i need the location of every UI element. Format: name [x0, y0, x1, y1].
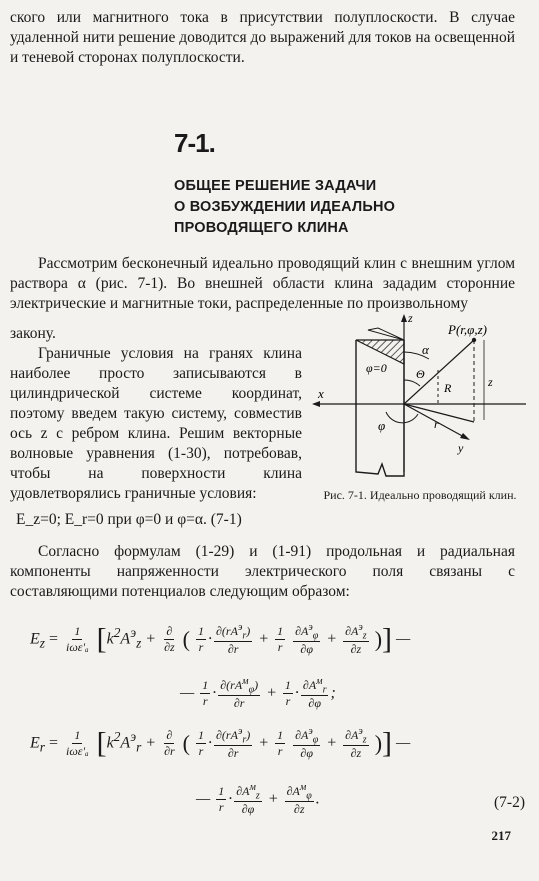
- y-axis-label: y: [458, 441, 464, 455]
- formula-ez-line1: $E_z$ = $\frac{1}{\text{iωε'ₐ}}$ [$k^2A^э_z$ + $\frac{\partial}{\partial z}$ ( $\frac{1}{r}$ · $\frac{\partial(rA^э_r)}{\partial r}$ + $\frac{1}{r}$ $\frac{\partial A^э_\varphi}{\partial\varphi}$ + $\frac{\partial A^э_z}{\partial z}$ )] —: [30, 622, 411, 657]
- paragraph-3: Согласно формулам (1-29) и (1-91) продольная и радиальная компоненты напряженности электрического поля связаны с составляющими потенциалов следующим образом:: [10, 543, 515, 600]
- phi-label: φ: [378, 418, 386, 433]
- equation-number: (7-2): [494, 794, 525, 811]
- z-axis-label: z: [408, 312, 413, 325]
- section-number: 7-1.: [174, 128, 215, 158]
- point-label: P(r,φ,z): [448, 322, 487, 337]
- alpha-label: α: [422, 342, 429, 357]
- phi-zero-label: φ=0: [366, 361, 387, 375]
- r-label: r: [434, 417, 439, 431]
- theta-label: Θ: [416, 367, 425, 381]
- figure-caption: Рис. 7-1. Идеально проводящий клин.: [323, 488, 517, 502]
- paragraph-2: Граничные условия на гранях клина наиболее просто записываются в цилиндрической системе координат, поэтому введем такую систему, совместив ось z с ребром клина. Решим векторные волновые уравнения (1-30), потребовав, чтобы на поверхности клина удовлетворялись граничные условия:: [10, 345, 302, 502]
- paragraph-1: Рассмотрим бесконечный идеально проводящий клин с внешним углом раствора α (рис. 7-1). Во внешней области клина зададим сторонние электрические и магнитные токи, распределенные по произвольному: [10, 255, 515, 312]
- formula-er-line1: $E_r$ = $\frac{1}{\text{iωε'ₐ}}$ [$k^2A^э_r$ + $\frac{\partial}{\partial r}$ ( $\frac{1}{r}$ · $\frac{\partial(rA^э_r)}{\partial r}$ + $\frac{1}{r}$ $\frac{\partial A^э_\varphi}{\partial\varphi}$ + $\frac{\partial A^э_z}{\partial z}$ )] —: [30, 726, 411, 761]
- section-title-line: ОБЩЕЕ РЕШЕНИЕ ЗАДАЧИ: [174, 178, 377, 194]
- formula-er-line2: — $\frac{1}{r}$ · $\frac{\partial A^м_z}{\partial\varphi}$ + $\frac{\partial A^м_\varphi}{\partial z}$ .: [196, 782, 320, 817]
- z-side-label: z: [488, 375, 493, 389]
- section-title: [174, 176, 395, 239]
- paragraph-1-tail: закону.: [10, 325, 56, 342]
- section-title-line: ПРОВОДЯЩЕГО КЛИНА: [174, 220, 349, 236]
- x-axis-label: x: [318, 386, 324, 401]
- intro-paragraph: ского или магнитного тока в присутствии полуплоскости. В случае удаленной нити решение доводится до выражений для токов на освещенной и теневой сторонах полуплоскости.: [10, 9, 515, 66]
- formula-ez-line2: — $\frac{1}{r}$ · $\frac{\partial(rA^м_\varphi)}{\partial r}$ + $\frac{1}{r}$ · $\frac{\partial A^м_r}{\partial\varphi}$ ;: [180, 676, 336, 711]
- wedge-figure: [308, 312, 530, 487]
- page-number: 217: [491, 828, 511, 843]
- equation-7-1: E_z=0; E_r=0 при φ=0 и φ=α. (7-1): [16, 511, 242, 528]
- section-title-line: О ВОЗБУЖДЕНИИ ИДЕАЛЬНО: [174, 199, 396, 215]
- r-big-label: R: [444, 381, 452, 395]
